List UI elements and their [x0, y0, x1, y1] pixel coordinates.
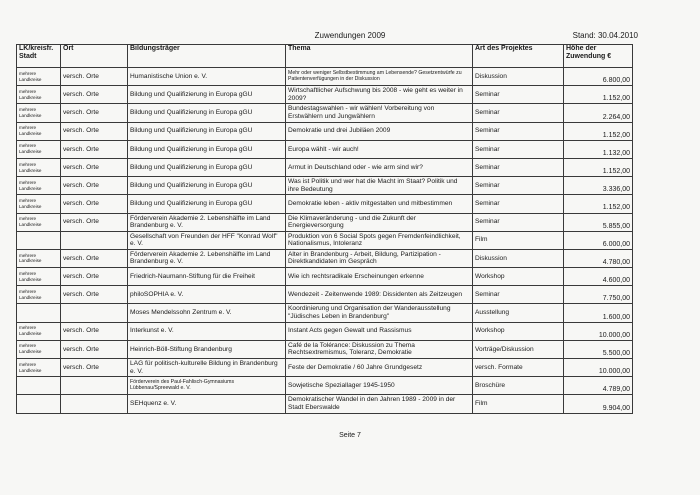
status-date: Stand: 30.04.2010: [572, 31, 638, 40]
table-row: [17, 395, 633, 413]
cell-traeger: Förderverein des Paul-Fahlisch-Gymnasiums Lübbenau/Spreewald e. V.: [128, 377, 286, 395]
cell-traeger: SEHquenz e. V.: [128, 395, 286, 413]
cell-lk: mehrere Landkreise: [17, 122, 61, 140]
cell-hoehe: 1.152,00: [564, 158, 633, 176]
cell-thema: Café de la Tolérance: Diskussion zu Thema Rechtsextremismus, Toleranz, Demokratie: [286, 340, 473, 358]
cell-art: Vorträge/Diskussion: [473, 340, 564, 358]
cell-traeger: Gesellschaft von Freunden der HFF "Konrad Wolf" e. V.: [128, 231, 286, 249]
cell-hoehe: 4.789,00: [564, 377, 633, 395]
cell-thema: Armut in Deutschland oder - wie arm sind wir?: [286, 158, 473, 176]
cell-ort: versch. Orte: [61, 213, 128, 231]
table-row: [17, 104, 633, 122]
cell-traeger: LAG für politisch-kulturelle Bildung in Brandenburg e. V.: [128, 359, 286, 377]
cell-traeger: Friedrich-Naumann-Stiftung für die Freiheit: [128, 268, 286, 286]
cell-art: Film: [473, 395, 564, 413]
cell-traeger: Bildung und Qualifizierung in Europa gGU: [128, 195, 286, 213]
cell-lk: mehrere Landkreise: [17, 213, 61, 231]
cell-art: versch. Formate: [473, 359, 564, 377]
table-row: [17, 268, 633, 286]
cell-art: Diskussion: [473, 68, 564, 86]
cell-ort: versch. Orte: [61, 68, 128, 86]
cell-traeger: Moses Mendelssohn Zentrum e. V.: [128, 304, 286, 322]
cell-lk: mehrere Landkreise: [17, 286, 61, 304]
cell-lk: mehrere Landkreise: [17, 140, 61, 158]
cell-traeger: Bildung und Qualifizierung in Europa gGU: [128, 122, 286, 140]
cell-hoehe: 5.855,00: [564, 213, 633, 231]
table-row: [17, 86, 633, 104]
cell-art: Ausstellung: [473, 304, 564, 322]
cell-lk: mehrere Landkreise: [17, 249, 61, 267]
cell-traeger: Humanistische Union e. V.: [128, 68, 286, 86]
cell-lk: mehrere Landkreise: [17, 195, 61, 213]
column-header-lk: LK/kreisfr. Stadt: [17, 45, 61, 68]
cell-thema: Demokratie leben - aktiv mitgestalten und mitbestimmen: [286, 195, 473, 213]
cell-thema: Die Klimaveränderung - und die Zukunft der Energieversorgung: [286, 213, 473, 231]
cell-ort: [61, 231, 128, 249]
cell-lk: mehrere Landkreise: [17, 340, 61, 358]
cell-traeger: Förderverein Akademie 2. Lebenshälfte im Land Brandenburg e. V.: [128, 249, 286, 267]
cell-traeger: Bildung und Qualifizierung in Europa gGU: [128, 177, 286, 195]
cell-art: Film: [473, 231, 564, 249]
cell-art: Broschüre: [473, 377, 564, 395]
cell-art: Seminar: [473, 286, 564, 304]
cell-art: Diskussion: [473, 249, 564, 267]
cell-traeger: Interkunst e. V.: [128, 322, 286, 340]
cell-thema: Demokratischer Wandel in den Jahren 1989 - 2009 in der Stadt Eberswalde: [286, 395, 473, 413]
cell-thema: Sowjetische Speziallager 1945-1950: [286, 377, 473, 395]
table-row: [17, 140, 633, 158]
cell-traeger: Heinrich-Böll-Stiftung Brandenburg: [128, 340, 286, 358]
table-row: [17, 231, 633, 249]
cell-art: Workshop: [473, 322, 564, 340]
cell-thema: Bundestagswahlen - wir wählen! Vorbereitung von Erstwählern und Jungwählern: [286, 104, 473, 122]
cell-ort: versch. Orte: [61, 268, 128, 286]
cell-hoehe: 4.780,00: [564, 249, 633, 267]
cell-lk: mehrere Landkreise: [17, 104, 61, 122]
cell-thema: Wie ich rechtsradikale Erscheinungen erkenne: [286, 268, 473, 286]
cell-hoehe: 5.500,00: [564, 340, 633, 358]
table-row: [17, 195, 633, 213]
table-row: [17, 158, 633, 176]
cell-thema: Alter in Brandenburg - Arbeit, Bildung, Partizipation - Direktkandidaten im Gespräch: [286, 249, 473, 267]
column-header-thema: Thema: [286, 45, 473, 68]
page-number: Seite 7: [339, 432, 361, 439]
cell-ort: versch. Orte: [61, 322, 128, 340]
cell-hoehe: 1.152,00: [564, 195, 633, 213]
cell-lk: mehrere Landkreise: [17, 268, 61, 286]
cell-traeger: Förderverein Akademie 2. Lebenshälfte im Land Brandenburg e. V.: [128, 213, 286, 231]
grants-table: [16, 44, 633, 414]
cell-hoehe: 9.904,00: [564, 395, 633, 413]
column-header-hoehe: Höhe der Zuwendung €: [564, 45, 633, 68]
cell-thema: Wirtschaftlicher Aufschwung bis 2008 - wie geht es weiter in 2009?: [286, 86, 473, 104]
cell-traeger: philoSOPHIA e. V.: [128, 286, 286, 304]
cell-ort: [61, 395, 128, 413]
cell-thema: Was ist Politik und wer hat die Macht im Staat? Politik und ihre Bedeutung: [286, 177, 473, 195]
cell-lk: mehrere Landkreise: [17, 158, 61, 176]
table-row: [17, 122, 633, 140]
cell-traeger: Bildung und Qualifizierung in Europa gGU: [128, 104, 286, 122]
cell-traeger: Bildung und Qualifizierung in Europa gGU: [128, 140, 286, 158]
cell-lk: [17, 304, 61, 322]
cell-thema: Demokratie und drei Jubiläen 2009: [286, 122, 473, 140]
cell-thema: Produktion von 6 Social Spots gegen Fremdenfeindlichkeit, Nationalismus, Intoleranz: [286, 231, 473, 249]
cell-lk: mehrere Landkreise: [17, 86, 61, 104]
cell-hoehe: 1.152,00: [564, 122, 633, 140]
column-header-traeger: Bildungsträger: [128, 45, 286, 68]
cell-lk: [17, 377, 61, 395]
cell-hoehe: 6.800,00: [564, 68, 633, 86]
table-row: [17, 68, 633, 86]
cell-hoehe: 7.750,00: [564, 286, 633, 304]
cell-ort: [61, 377, 128, 395]
cell-art: Seminar: [473, 177, 564, 195]
cell-thema: Europa wählt - wir auch!: [286, 140, 473, 158]
column-header-art: Art des Projektes: [473, 45, 564, 68]
cell-lk: mehrere Landkreise: [17, 177, 61, 195]
cell-hoehe: 2.264,00: [564, 104, 633, 122]
cell-ort: versch. Orte: [61, 86, 128, 104]
cell-art: Seminar: [473, 122, 564, 140]
table-row: [17, 322, 633, 340]
cell-hoehe: 3.336,00: [564, 177, 633, 195]
table-row: [17, 213, 633, 231]
cell-ort: versch. Orte: [61, 122, 128, 140]
cell-thema: Instant Acts gegen Gewalt und Rassismus: [286, 322, 473, 340]
cell-ort: versch. Orte: [61, 177, 128, 195]
document-title: Zuwendungen 2009: [314, 31, 386, 40]
cell-lk: mehrere Landkreise: [17, 359, 61, 377]
table-row: [17, 377, 633, 395]
cell-lk: [17, 231, 61, 249]
cell-traeger: Bildung und Qualifizierung in Europa gGU: [128, 158, 286, 176]
cell-ort: [61, 304, 128, 322]
cell-art: Workshop: [473, 268, 564, 286]
cell-hoehe: 1.600,00: [564, 304, 633, 322]
table-row: [17, 304, 633, 322]
table-row: [17, 286, 633, 304]
cell-art: Seminar: [473, 195, 564, 213]
cell-lk: mehrere Landkreise: [17, 68, 61, 86]
cell-art: Seminar: [473, 140, 564, 158]
cell-ort: versch. Orte: [61, 359, 128, 377]
cell-art: Seminar: [473, 86, 564, 104]
cell-lk: mehrere Landkreise: [17, 322, 61, 340]
table-row: [17, 359, 633, 377]
cell-art: Seminar: [473, 213, 564, 231]
table-header-row: [17, 45, 633, 68]
cell-hoehe: 6.000,00: [564, 231, 633, 249]
cell-hoehe: 4.600,00: [564, 268, 633, 286]
cell-hoehe: 1.132,00: [564, 140, 633, 158]
cell-thema: Koordinierung und Organisation der Wanderausstellung "Jüdisches Leben in Brandenburg": [286, 304, 473, 322]
cell-art: Seminar: [473, 104, 564, 122]
cell-lk: [17, 395, 61, 413]
cell-thema: Feste der Demokratie / 60 Jahre Grundgesetz: [286, 359, 473, 377]
column-header-ort: Ort: [61, 45, 128, 68]
cell-art: Seminar: [473, 158, 564, 176]
cell-thema: Wendezeit - Zeitenwende 1989: Dissidenten als Zeitzeugen: [286, 286, 473, 304]
cell-thema: Mehr oder weniger Selbstbestimmung am Lebensende? Gesetzentwürfe zu Patientenverfügungen in der Diskussion: [286, 68, 473, 86]
cell-ort: versch. Orte: [61, 249, 128, 267]
cell-ort: versch. Orte: [61, 158, 128, 176]
table-row: [17, 177, 633, 195]
cell-ort: versch. Orte: [61, 286, 128, 304]
table-row: [17, 249, 633, 267]
cell-hoehe: 10.000,00: [564, 359, 633, 377]
cell-ort: versch. Orte: [61, 340, 128, 358]
cell-hoehe: 10.000,00: [564, 322, 633, 340]
cell-traeger: Bildung und Qualifizierung in Europa gGU: [128, 86, 286, 104]
cell-hoehe: 1.152,00: [564, 86, 633, 104]
cell-ort: versch. Orte: [61, 140, 128, 158]
cell-ort: versch. Orte: [61, 195, 128, 213]
table-row: [17, 340, 633, 358]
cell-ort: versch. Orte: [61, 104, 128, 122]
